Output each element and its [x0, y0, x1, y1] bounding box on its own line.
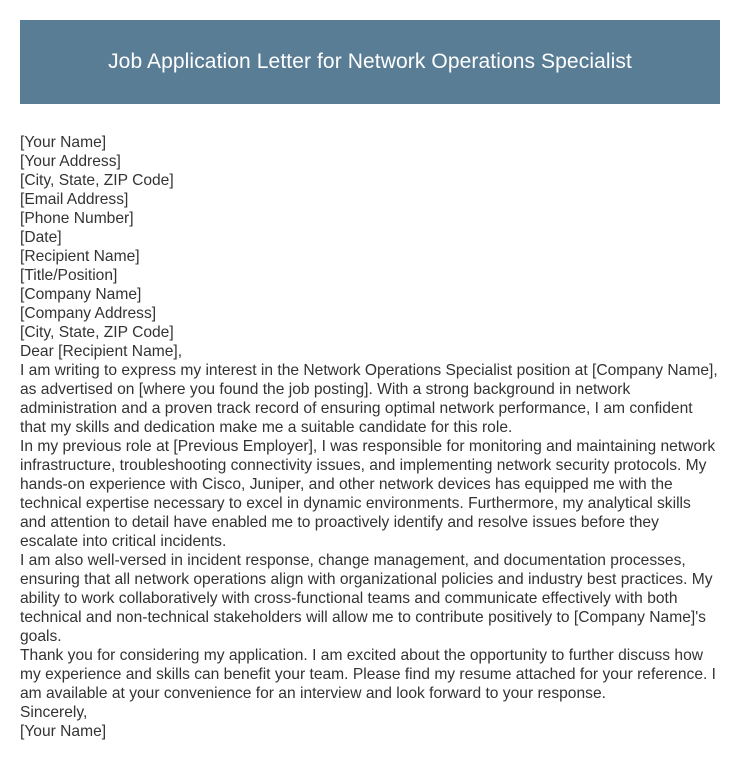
- signature: [Your Name]: [20, 723, 107, 740]
- title-banner: [20, 20, 720, 104]
- recipient-name: [Recipient Name]: [20, 248, 140, 265]
- letter-body: [20, 133, 720, 741]
- recipient-company-address: [Company Address]: [20, 305, 157, 322]
- letter-date: [Date]: [20, 229, 62, 246]
- salutation: Dear [Recipient Name],: [20, 343, 183, 360]
- sender-name: [Your Name]: [20, 134, 107, 151]
- recipient-block: [20, 247, 720, 342]
- paragraph-experience: In my previous role at [Previous Employer], I was responsible for monitoring and maintaining network infrastructure, troubleshooting connectivity issues, and implementing network security protocols. My hands-on experience with Cisco, Juniper, and other network devices has equipped me with the technical expertise necessary to excel in dynamic environments. Furthermore, my analytical skills and attention to detail have enabled me to proactively identify and resolve issues before they escalate into critical incidents.: [20, 438, 716, 550]
- sender-phone: [Phone Number]: [20, 210, 134, 227]
- recipient-city-state-zip: [City, State, ZIP Code]: [20, 324, 174, 341]
- paragraph-skills: I am also well-versed in incident response, change management, and documentation processes, ensuring that all network operations align with organizational policies and industry best practices. My ability to work collaboratively with cross-functional teams and communicate effectively with both technical and non-technical stakeholders will allow me to contribute positively to [Company Name]'s goals.: [20, 552, 713, 645]
- recipient-company: [Company Name]: [20, 286, 142, 303]
- paragraph-intro: I am writing to express my interest in the Network Operations Specialist position at [Company Name], as advertised on [where you found the job posting]. With a strong background in network administration and a proven track record of ensuring optimal network performance, I am confident that my skills and dedication make me a suitable candidate for this role.: [20, 362, 718, 436]
- sender-city-state-zip: [City, State, ZIP Code]: [20, 172, 174, 189]
- page-title: Job Application Letter for Network Operations Specialist: [108, 50, 632, 73]
- sender-block: [20, 133, 720, 247]
- paragraph-closing: Thank you for considering my application. I am excited about the opportunity to further discuss how my experience and skills can benefit your team. Please find my resume attached for your reference. I am available at your convenience for an interview and look forward to your response.: [20, 647, 716, 702]
- closing: Sincerely,: [20, 704, 88, 721]
- sender-address: [Your Address]: [20, 153, 121, 170]
- sender-email: [Email Address]: [20, 191, 129, 208]
- recipient-title: [Title/Position]: [20, 267, 118, 284]
